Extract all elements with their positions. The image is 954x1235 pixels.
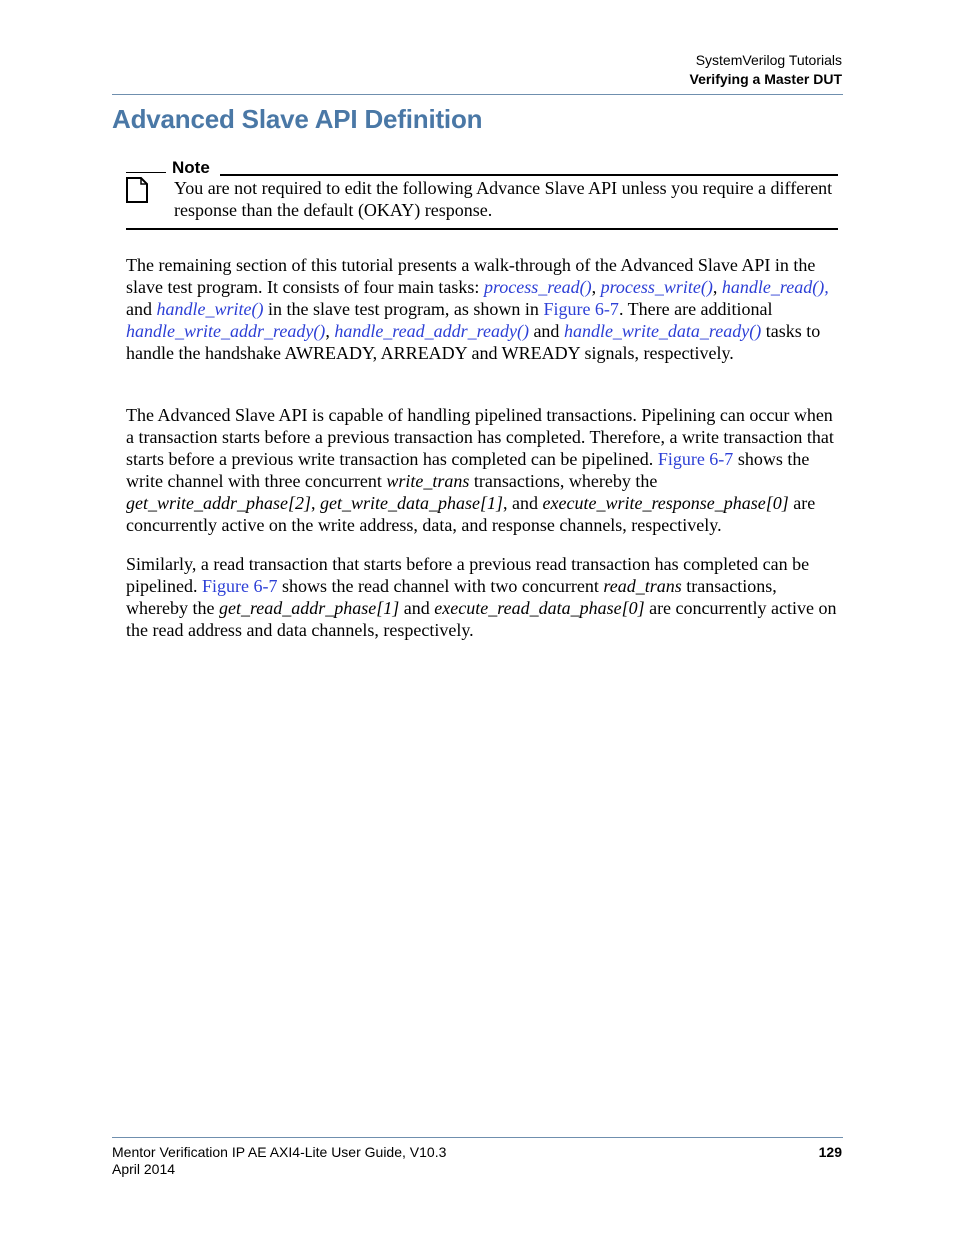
text: and <box>399 598 435 618</box>
text: are concurrently active on the read address and data channels, respectively. <box>126 598 837 640</box>
text: shows the read channel with two concurrent <box>277 576 604 596</box>
text: transactions, whereby the <box>126 576 777 618</box>
text: in the slave test program, as shown in <box>263 299 544 319</box>
paragraph-intro <box>126 254 842 364</box>
text: , <box>325 321 335 341</box>
link-figure-6-7[interactable]: Figure 6-7 <box>657 449 734 469</box>
header-rule <box>112 94 843 95</box>
text: and <box>126 299 157 319</box>
footer-doc: Mentor Verification IP AE AXI4-Lite User Guide, V10.3 <box>112 1144 447 1160</box>
text: are concurrently active on the write address, data, and response channels, respectively. <box>126 493 816 535</box>
link-figure-6-7[interactable]: Figure 6-7 <box>201 576 278 596</box>
text: , <box>591 277 601 297</box>
link-process-write[interactable]: process_write() <box>600 277 713 297</box>
link-handle-write[interactable]: handle_write() <box>156 299 264 319</box>
note-box <box>126 158 838 232</box>
code-term: execute_write_response_phase[0] <box>542 493 789 513</box>
text: Similarly, a read transaction that starts before a previous read transaction has completed can be pipelined. <box>126 554 810 596</box>
link-handle-read-addr-ready[interactable]: handle_read_addr_ready() <box>334 321 529 341</box>
code-term: get_write_data_phase[1] <box>320 493 504 513</box>
text: and <box>528 321 564 341</box>
link-handle-write-addr-ready[interactable]: handle_write_addr_ready() <box>126 321 326 341</box>
link-handle-read[interactable]: handle_read(), <box>721 277 829 297</box>
footer-rule <box>112 1137 843 1138</box>
text: transactions, whereby the <box>469 471 658 491</box>
code-term: get_write_addr_phase[2] <box>126 493 312 513</box>
note-rule-top <box>220 174 838 176</box>
link-handle-write-data-ready[interactable]: handle_write_data_ready() <box>563 321 762 341</box>
text: , <box>712 277 722 297</box>
note-rule-bottom <box>126 228 838 230</box>
link-figure-6-7[interactable]: Figure 6-7 <box>543 299 619 319</box>
header-section: SystemVerilog Tutorials <box>695 52 842 68</box>
note-label: Note <box>172 158 210 177</box>
header-subsection: Verifying a Master DUT <box>689 71 842 87</box>
text: . There are additional <box>618 299 773 319</box>
code-term: get_read_addr_phase[1] <box>218 598 400 618</box>
note-rule-left <box>126 172 166 173</box>
text: The Advanced Slave API is capable of handling pipelined transactions. Pipelining can occur when a transaction starts before a previous transaction has completed. Therefore, a write transaction that starts before a previous write transaction has completed can be pipelined. <box>126 405 834 469</box>
footer-doc-title <box>112 1144 446 1178</box>
text: , <box>311 493 321 513</box>
paragraph-write-pipelining <box>126 404 842 536</box>
text: The remaining section of this tutorial presents a walk-through of the Advanced Slave API in the slave test program. It consists of four main tasks: <box>126 255 816 297</box>
note-text: You are not required to edit the following Advance Slave API unless you require a different response than the default (OKAY) response. <box>174 178 833 220</box>
paragraph-read-pipelining <box>126 553 842 641</box>
text: tasks to handle the handshake AWREADY, ARREADY and WREADY signals, respectively. <box>126 321 821 363</box>
text: shows the write channel with three concurrent <box>126 449 810 491</box>
footer-date: April 2014 <box>112 1161 176 1177</box>
note-page-icon <box>126 177 148 203</box>
page-title: Advanced Slave API Definition <box>112 104 483 134</box>
running-header <box>690 51 843 89</box>
link-process-read[interactable]: process_read() <box>483 277 592 297</box>
text: , and <box>503 493 543 513</box>
code-term: write_trans <box>386 471 470 491</box>
code-term: execute_read_data_phase[0] <box>434 598 645 618</box>
page-number: 129 <box>818 1144 842 1160</box>
code-term: read_trans <box>603 576 682 596</box>
